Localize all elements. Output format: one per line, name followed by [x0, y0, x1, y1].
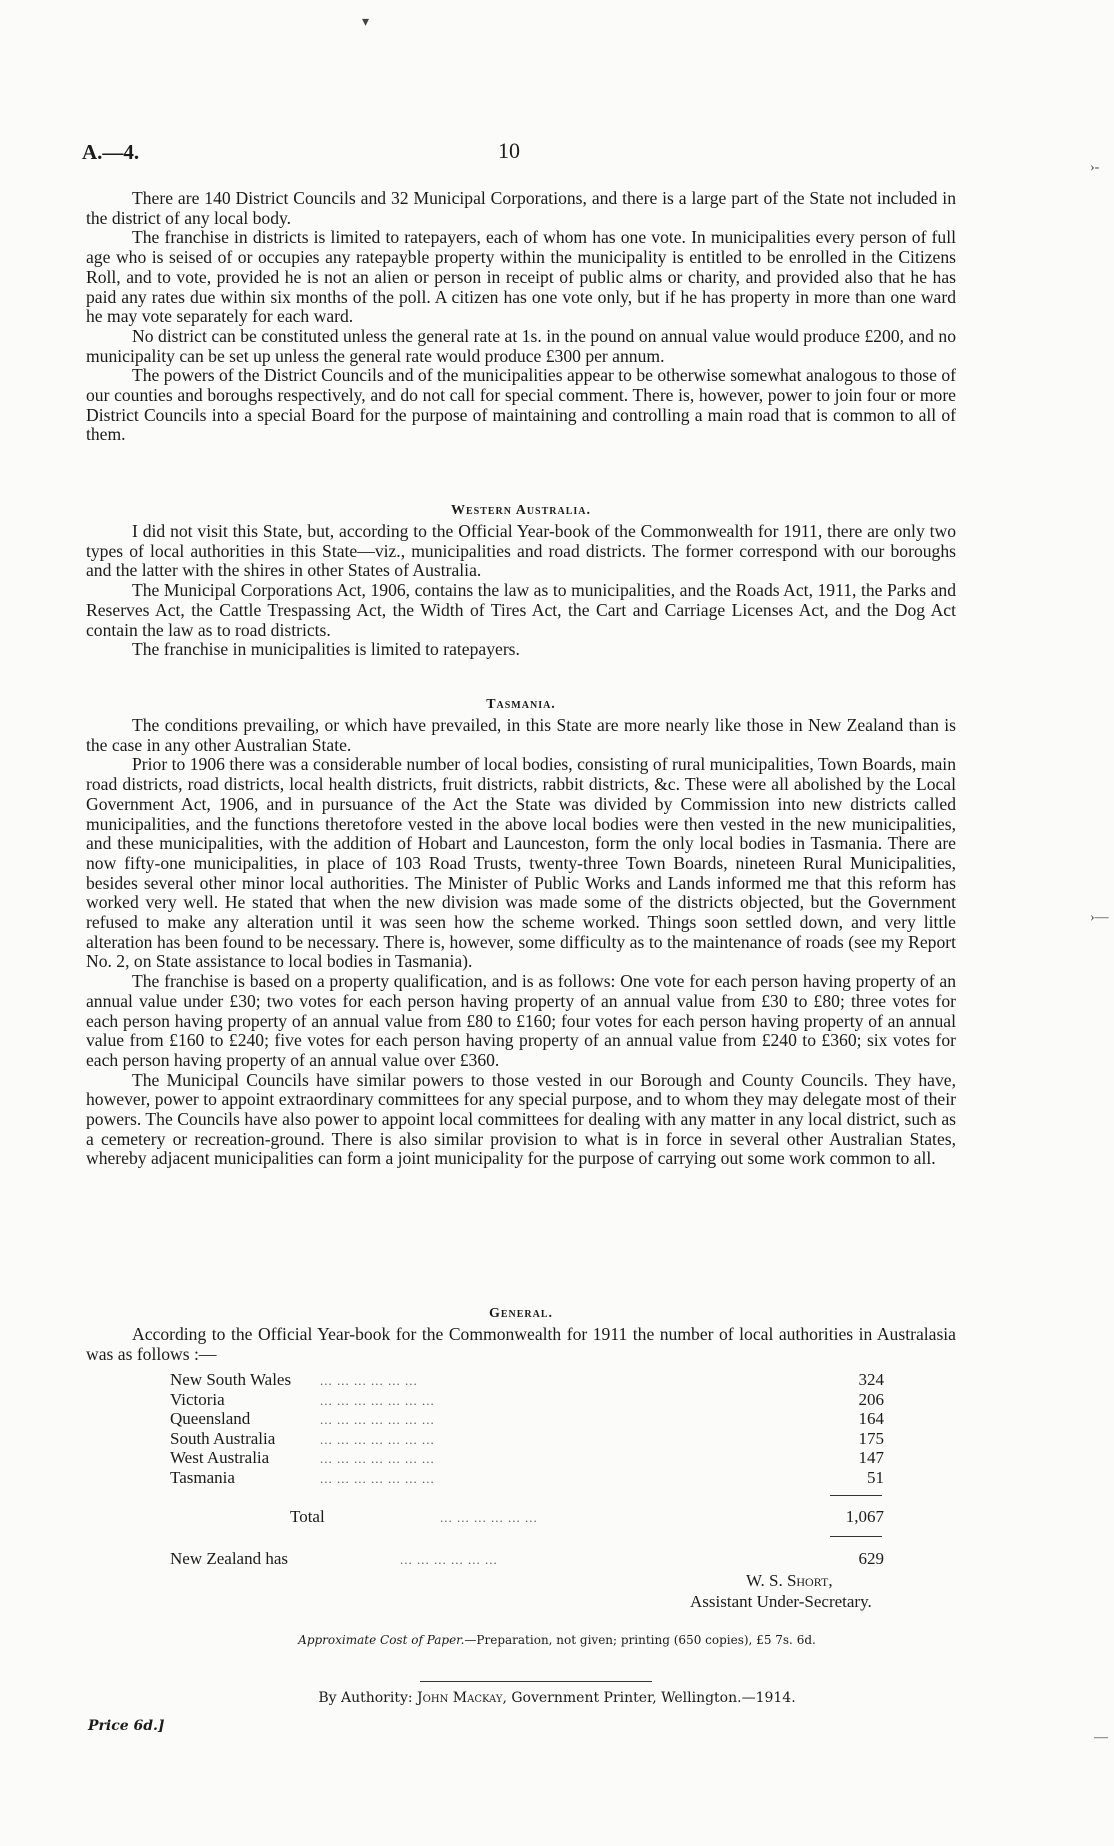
printer-name: John Mackay, — [417, 1690, 507, 1706]
page-number: 10 — [498, 138, 520, 163]
cost-note — [0, 1633, 1114, 1647]
state-name: South Australia — [170, 1428, 276, 1448]
paragraph: Prior to 1906 there was a considerable number of local bodies, consisting of rural municipalities, Town Boards, main road districts, road districts, local health districts, fruit districts, rabbit districts, &c. These were all abolished by the Local Government Act, 1906, and in pursuance of the Act the State was divided by Commission into new districts called municipalities, and the functions theretofore vested in the above local bodies were then vested in the new municipalities, and these municipalities, with the addition of Hobart and Launceston, form the only local bodies in Tasmania. There are now fifty-one municipalities, in place of 103 Road Trusts, twenty-three Town Boards, nineteen Rural Municipalities, besides several other minor local authorities. The Minister of Public Works and Lands informed me that this reform has worked very well. He stated that when the new division was made some of the districts objected, but the Government refused to make any alteration until it was seen how the scheme worked. Things soon settled down, and very little alteration has been found to be necessary. There is, however, some difficulty as to the maintenance of roads (see my Report No. 2, on State assistance to local bodies in Tasmania). — [86, 754, 956, 972]
nz-count: 629 — [858, 1548, 884, 1568]
paragraph: The Municipal Councils have similar powers to those vested in our Borough and County Councils. They have, however, power to appoint extraordinary committees for any special purpose, and to whom they may delegate most of their powers. The Councils have also power to appoint local committees for dealing with any matter in any local district, such as a cemetery or recreation-ground. There is also similar provision to what is in force in several other Australian States, whereby adjacent municipalities can form a joint municipality for the purpose of carrying out some work common to all. — [86, 1069, 956, 1169]
state-name: Victoria — [170, 1389, 225, 1409]
scan-mark: ›— — [1090, 910, 1109, 925]
leader-dots: ... ... ... ... ... ... — [440, 1510, 538, 1525]
sum-rule — [830, 1536, 882, 1537]
authority-suffix: Government Printer, Wellington.—1914. — [511, 1690, 796, 1706]
state-name: Tasmania — [170, 1467, 235, 1487]
document-reference: A.—4. — [82, 140, 140, 164]
table-row — [170, 1429, 884, 1449]
cost-text: —Preparation, not given; printing (650 copies), £5 7s. 6d. — [464, 1633, 816, 1647]
cost-label: Approximate Cost of Paper. — [298, 1633, 465, 1647]
authority-count: 51 — [867, 1467, 884, 1487]
state-name: Queensland — [170, 1409, 251, 1428]
authority-count: 164 — [858, 1409, 884, 1428]
paragraph: The conditions prevailing, or which have prevailed, in this State are more nearly like those in New Zealand than is the case in any other Australian State. — [86, 715, 956, 755]
authorities-table — [170, 1370, 884, 1568]
scan-mark: — — [1094, 1730, 1108, 1745]
western-australia-section — [86, 500, 956, 660]
section-heading: Tasmania. — [486, 697, 556, 712]
footer-rule — [420, 1681, 652, 1682]
scan-mark: ›- — [1090, 160, 1100, 175]
paragraph: I did not visit this State, but, according to the Official Year-book of the Commonwealth for 1911, there are only two types of local authorities in this State—viz., municipalities and road districts. The former correspond with our boroughs and the latter with the shires in other States of Australia. — [86, 521, 956, 581]
authority-count: 206 — [858, 1389, 884, 1409]
price-label: Price 6d.] — [88, 1718, 165, 1734]
leader-dots: ... ... ... ... ... ... ... — [320, 1412, 435, 1427]
nz-label: New Zealand has — [170, 1548, 289, 1568]
state-name: New South Wales — [170, 1370, 292, 1389]
signatory-name: W. S. Short, — [746, 1571, 833, 1590]
paragraph: The powers of the District Councils and of the municipalities appear to be otherwise somewhat analogous to those of our counties and boroughs respectively, and do not call for special comment. There is, however, power to join four or more District Councils into a special Board for the purpose of maintaining and controlling a main road that is common to all of them. — [86, 365, 956, 445]
paragraph: The franchise in districts is limited to ratepayers, each of whom has one vote. In municipalities every person of full age who is seised of or occupies any ratepayble property within the municipality is entitled to be enrolled in the Citizens Roll, and to vote, provided he is not an alien or person in receipt of public alms or charity, and provided also that he has paid any rates due within six months of the poll. A citizen has one vote only, but if he has property in more than one ward he may vote separately for each ward. — [86, 227, 956, 327]
authority-count: 147 — [858, 1448, 884, 1467]
total-row — [170, 1507, 884, 1527]
leader-dots: ... ... ... ... ... ... ... — [320, 1431, 435, 1447]
table-row — [170, 1468, 884, 1488]
sum-rule — [830, 1495, 882, 1496]
intro-section — [86, 189, 956, 445]
tasmania-section — [86, 694, 956, 1169]
total-label: Total — [290, 1507, 325, 1526]
authority-count: 175 — [858, 1428, 884, 1448]
printer-imprint — [0, 1690, 1114, 1706]
leader-dots: ... ... ... ... ... ... ... — [320, 1470, 435, 1486]
paragraph: The franchise in municipalities is limited to ratepayers. — [132, 639, 520, 660]
authority-prefix: By Authority: — [318, 1690, 413, 1706]
signatory-title: Assistant Under-Secretary. — [690, 1592, 872, 1611]
nz-row — [170, 1549, 884, 1569]
leader-dots: ... ... ... ... ... ... ... — [320, 1451, 435, 1466]
table-row — [170, 1390, 884, 1410]
general-section — [86, 1303, 956, 1364]
signature-block — [690, 1570, 872, 1612]
authority-count: 324 — [858, 1370, 884, 1389]
section-heading: Western Australia. — [450, 503, 592, 518]
paragraph: There are 140 District Councils and 32 Municipal Corporations, and there is a large part of the State not included in the district of any local body. — [86, 188, 956, 228]
leader-dots: ... ... ... ... ... ... — [320, 1373, 418, 1388]
scan-mark: ▾ — [362, 15, 370, 30]
table-row — [170, 1448, 884, 1468]
paragraph: No district can be constituted unless the general rate at 1s. in the pound on annual value would produce £200, and no municipality can be set up unless the general rate would produce £300 per annum. — [86, 325, 956, 366]
paragraph: The Municipal Corporations Act, 1906, contains the law as to municipalities, and the Roads Act, 1911, the Parks and Reserves Act, the Cattle Trespassing Act, the Width of Tires Act, the Cart and Carriage Licenses Act, and the Dog Act contain the law as to road districts. — [86, 580, 956, 640]
section-heading: General. — [488, 1306, 554, 1321]
leader-dots: ... ... ... ... ... ... ... — [320, 1392, 435, 1408]
state-name: West Australia — [170, 1448, 270, 1467]
leader-dots: ... ... ... ... ... ... — [400, 1551, 498, 1567]
table-row — [170, 1370, 884, 1390]
paragraph: The franchise is based on a property qualification, and is as follows: One vote for each person having property of an annual value under £30; two votes for each person having property of an annual value from £30 to £80; three votes for each person having property of an annual value from £80 to £160; four votes for each person having property of an annual value from £160 to £240; five votes for each person having property of an annual value from £240 to £360; six votes for each person having property of an annual value over £360. — [86, 971, 956, 1070]
paragraph: According to the Official Year-book for the Commonwealth for 1911 the number of local authorities in Australasia was as follows :— — [86, 1324, 956, 1364]
total-count: 1,067 — [845, 1507, 884, 1526]
table-row — [170, 1409, 884, 1429]
